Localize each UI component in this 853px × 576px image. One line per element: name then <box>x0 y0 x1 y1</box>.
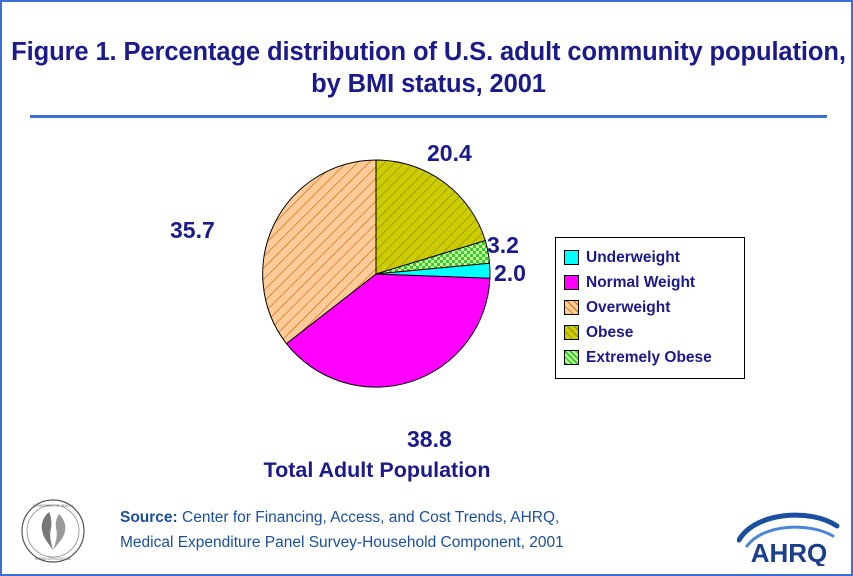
svg-text:DEPARTMENT OF HEALTH: DEPARTMENT OF HEALTH <box>32 504 74 508</box>
page-title: Figure 1. Percentage distribution of U.S. adult community population, by BMI status, 2001 <box>11 38 846 98</box>
data-label-normal-weight: 38.8 <box>407 426 452 452</box>
legend-swatch-obese <box>564 325 579 340</box>
pie-chart-svg <box>260 158 492 390</box>
data-label-obese: 20.4 <box>427 140 472 166</box>
ahrq-logo-text: AHRQ <box>750 538 828 566</box>
svg-text:HUMAN SERVICES USA: HUMAN SERVICES USA <box>34 557 72 561</box>
title-divider <box>30 115 827 118</box>
source-text-1: Center for Financing, Access, and Cost Trends, AHRQ, <box>177 509 560 526</box>
data-label-extremely-obese: 3.2 <box>487 232 519 258</box>
legend-label-obese: Obese <box>586 323 634 341</box>
source-line-1 <box>120 505 564 530</box>
legend-swatch-overweight <box>564 300 579 315</box>
chart-legend <box>555 237 745 379</box>
legend-item-obese <box>564 320 736 345</box>
total-population-label: Total Adult Population <box>263 458 491 482</box>
legend-swatch-extremely-obese <box>564 350 579 365</box>
legend-swatch-normal-weight <box>564 275 579 290</box>
legend-item-normal-weight <box>564 270 736 295</box>
source-note <box>120 505 564 555</box>
legend-label-underweight: Underweight <box>586 248 680 266</box>
data-label-underweight: 2.0 <box>494 260 526 286</box>
legend-label-overweight: Overweight <box>586 298 671 316</box>
source-line-2: Medical Expenditure Panel Survey-Household Component, 2001 <box>120 534 564 551</box>
legend-swatch-underweight <box>564 250 579 265</box>
ahrq-logo <box>737 510 841 566</box>
legend-item-overweight <box>564 295 736 320</box>
pie-chart <box>260 158 492 390</box>
legend-item-extremely-obese <box>564 345 736 370</box>
legend-label-normal-weight: Normal Weight <box>586 273 696 291</box>
legend-item-underweight <box>564 245 736 270</box>
source-label: Source: <box>120 509 178 526</box>
data-label-overweight: 35.7 <box>170 217 215 243</box>
hhs-seal-icon <box>18 498 88 564</box>
legend-label-extremely-obese: Extremely Obese <box>586 348 712 366</box>
